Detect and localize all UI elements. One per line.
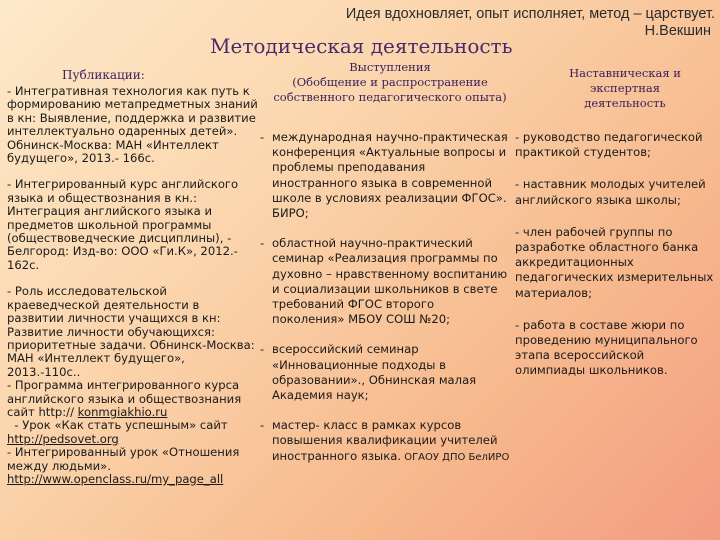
speeches-heading-line: (Обобщение и распространение [292,75,488,89]
speech-item: - мастер- класс в рамках курсов повышения квалификации учителей иностранного языка. ОГАОУ ДПО БелИРО [260,418,510,463]
speech-item: - всероссийский семинар «Инновационные подходы в образовании»., Обнинская малая Академия наук; [260,342,510,403]
mentoring-item: - член рабочей группы по разработке областного банка аккредитационных педагогических измерительных материалов; [515,224,714,300]
publication-item: - Роль исследовательской краеведческой деятельности в развитии личности учащихся в кн: Развитие личности обучающихся: приоритетные задачи. Обнинск-Москва: МАН «Интеллект будущего», 2013.-110с.. [7,284,255,379]
publications-column [7,85,259,486]
mentoring-item: - работа в составе жюри по проведению муниципального этапа всероссийской олимпиады школьников. [515,317,698,378]
publications-heading: Публикации: [62,68,145,82]
epigraph-text: Идея вдохновляет, опыт исполняет, метод – царствует. [345,6,715,22]
speeches-heading [270,60,510,105]
mentoring-item: - наставник молодых учителей английского языка школы; [515,177,706,207]
site-link-konmgiakhio[interactable]: konmgiakhio.ru [77,404,168,419]
speech-item-text: мастер- класс в рамках курсов повышения квалификации учителей иностранного языка. [272,418,498,463]
epigraph-author: Н.Векшин [644,23,711,39]
site-link-pedsovet[interactable]: http://pedsovet.org [7,431,119,446]
publication-item: - Интегративная технология как путь к формированию метапредметных знаний в кн: Выявление, поддержка и развитие интеллектуально одаренных детей». Обнинск-Москва: МАН «Интеллект будущего», 2013.- 166с. [7,84,258,166]
speeches-heading-line: Выступления [349,60,431,74]
publication-item: - Интегрированный урок «Отношения между людьми». [7,445,240,473]
speech-item-text: международная научно-практическая конференция «Актуальные вопросы и проблемы преподавания иностранного языка в современной школе в условиях реализации ФГОС». БИРО; [272,130,508,221]
publication-item-text: - Урок «Как стать успешным» сайт [7,418,228,433]
mentoring-heading-line: деятельность [584,96,666,110]
speech-item-text: областной научно-практический семинар «Реализация программы по духовно – нравственному воспитанию и социализации школьников в свете требований ФГОС второго поколения» МБОУ СОШ №20; [272,236,508,327]
speech-item-text: всероссийский семинар «Инновационные подходы в образовании»., Обнинская малая Академия наук; [272,342,477,403]
mentoring-heading [540,66,710,111]
mentoring-item: - руководство педагогической практикой студентов; [515,130,703,160]
publication-item [7,419,259,432]
publication-item-text: - Программа интегрированного курса английского языка и обществознания сайт http:// [7,378,242,419]
speech-item: - международная научно-практическая конференция «Актуальные вопросы и проблемы преподавания иностранного языка в современной школе в условиях реализации ФГОС». БИРО; [260,130,510,221]
speech-item-org: ОГАОУ ДПО БелИРО [401,451,510,463]
speeches-column [260,130,510,480]
page-title: Методическая деятельность [210,34,513,58]
speech-item: - областной научно-практический семинар «Реализация программы по духовно – нравственному воспитанию и социализации школьников в свете требований ФГОС второго поколения» МБОУ СОШ №20; [260,236,510,327]
speeches-heading-line: собственного педагогического опыта) [273,90,507,104]
publication-item [7,379,259,419]
mentoring-heading-line: экспертная [589,81,661,95]
publication-item: - Интегрированный курс английского языка и обществознания в кн.: Интеграция английского языка и предметов школьной программы (обществоведческие дисциплины), - Белгород: Изд-во: ООО «Ги.К», 2012.- 162с. [7,177,239,272]
mentoring-column [515,130,715,396]
site-link-openclass[interactable]: http://www.openclass.ru/my_page_all [7,471,224,486]
mentoring-heading-line: Наставническая и [569,66,681,80]
